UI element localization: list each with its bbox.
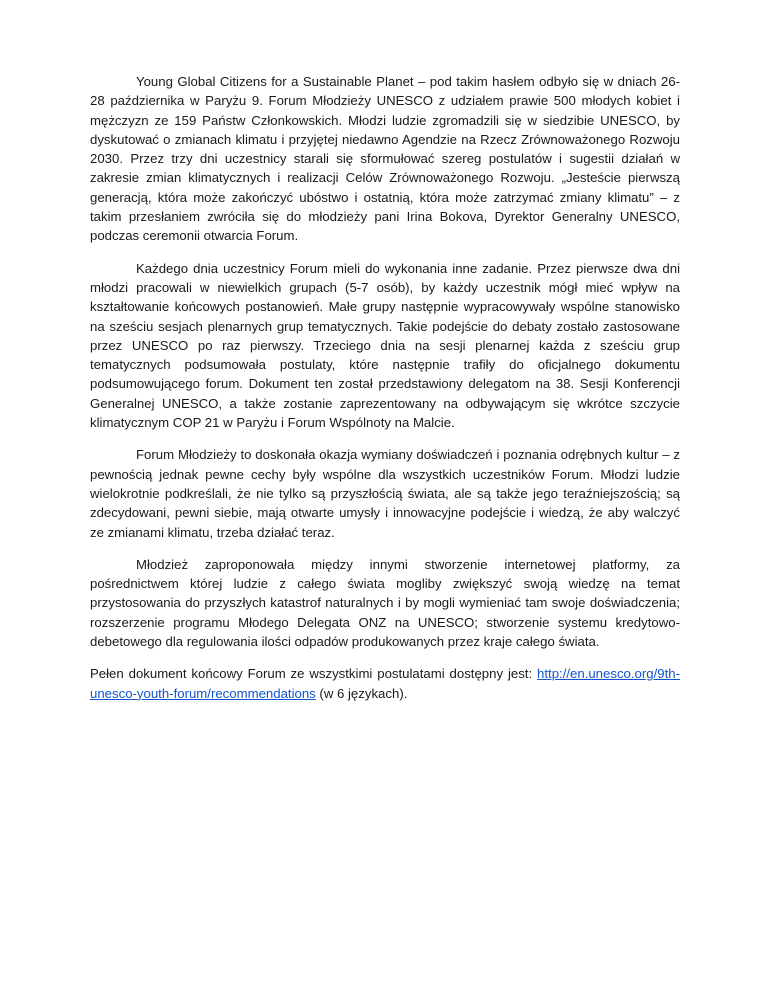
document-page <box>90 72 680 716</box>
final-document-outro: (w 6 językach). <box>315 685 408 701</box>
paragraph-forum-tasks: Każdego dnia uczestnicy Forum mieli do wykonania inne zadanie. Przez pierwsze dwa dni młodzi pracowali w niewielkich grupach (5-7 osób), by każdy uczestnik mógł mieć wpływ na kształtowanie końcowych postanowień. Małe grupy następnie wypracowywały wspólne stanowisko na sześciu sesjach plenarnych grup tematycznych. Takie podejście do debaty zostało zastosowane przez UNESCO po raz pierwszy. Trzeciego dnia na sesji plenarnej każda z sześciu grup tematycznych podsumowała postulaty, które następnie trafiły do oficjalnego dokumentu podsumowującego forum. Dokument ten został przedstawiony delegatom na 38. Sesji Konferencji Generalnej UNESCO, a także zostanie zaprezentowany na odbywającym się wkrótce szczycie klimatycznym COP 21 w Paryżu i Forum Wspólnoty na Malcie. <box>90 260 680 431</box>
paragraph-forum-experience: Forum Młodzieży to doskonała okazja wymiany doświadczeń i poznania odrębnych kultur – z pewnością jednak pewne cechy były wspólne dla wszystkich uczestników Forum. Młodzi ludzie wielokrotnie podkreślali, że nie tylko są przyszłością świata, ale są także jego teraźniejszością; są zdecydowani, pewni siebie, mają otwarte umysły i innowacyjne podejście i wiedzą, że aby walczyć ze zmianami klimatu, trzeba działać teraz. <box>90 447 680 540</box>
paragraph-youth-proposals: Młodzież zaproponowała między innymi stworzenie internetowej platformy, za pośrednictwem której ludzie z całego świata mogliby zwiększyć swoją wiedzę na temat przystosowania do przyszłych katastrof naturalnych i by mogli wymieniać tam swoje doświadczenia; rozszerzenie programu Młodego Delegata ONZ na UNESCO; stworzenie systemu kredytowo-debetowego dla regulowania ilości odpadów produkowanych przez kraje całego świata. <box>90 556 680 650</box>
paragraph-final-document <box>90 664 680 703</box>
paragraph-forum-intro: Young Global Citizens for a Sustainable Planet – pod takim hasłem odbyło się w dniach 26-28 października w Paryżu 9. Forum Młodzieży UNESCO z udziałem prawie 500 młodych kobiet i mężczyzn ze 159 Państw Członkowskich. Młodzi ludzie zgromadzili się w siedzibie UNESCO, by dyskutować o zmianach klimatu i przyjętej niedawno Agendzie na Rzecz Zrównoważonego Rozwoju 2030. Przez trzy dni uczestnicy starali się sformułować szereg postulatów i sugestii działań w zakresie zmian klimatycznych i realizacji Celów Zrównoważonego Rozwoju. „Jesteście pierwszą generacją, która może zakończyć ubóstwo i ostatnią, która może zatrzymać zmiany klimatu” – z takim przesłaniem zwróciła się do młodzieży pani Irina Bokova, Dyrektor Generalny UNESCO, podczas ceremonii otwarcia Forum. <box>90 74 680 244</box>
recommendations-link[interactable]: http://en.unesco.org/9th-unesco-youth-forum/recommendations <box>90 666 680 701</box>
final-document-intro: Pełen dokument końcowy Forum ze wszystkimi postulatami dostępny jest: <box>90 666 533 682</box>
